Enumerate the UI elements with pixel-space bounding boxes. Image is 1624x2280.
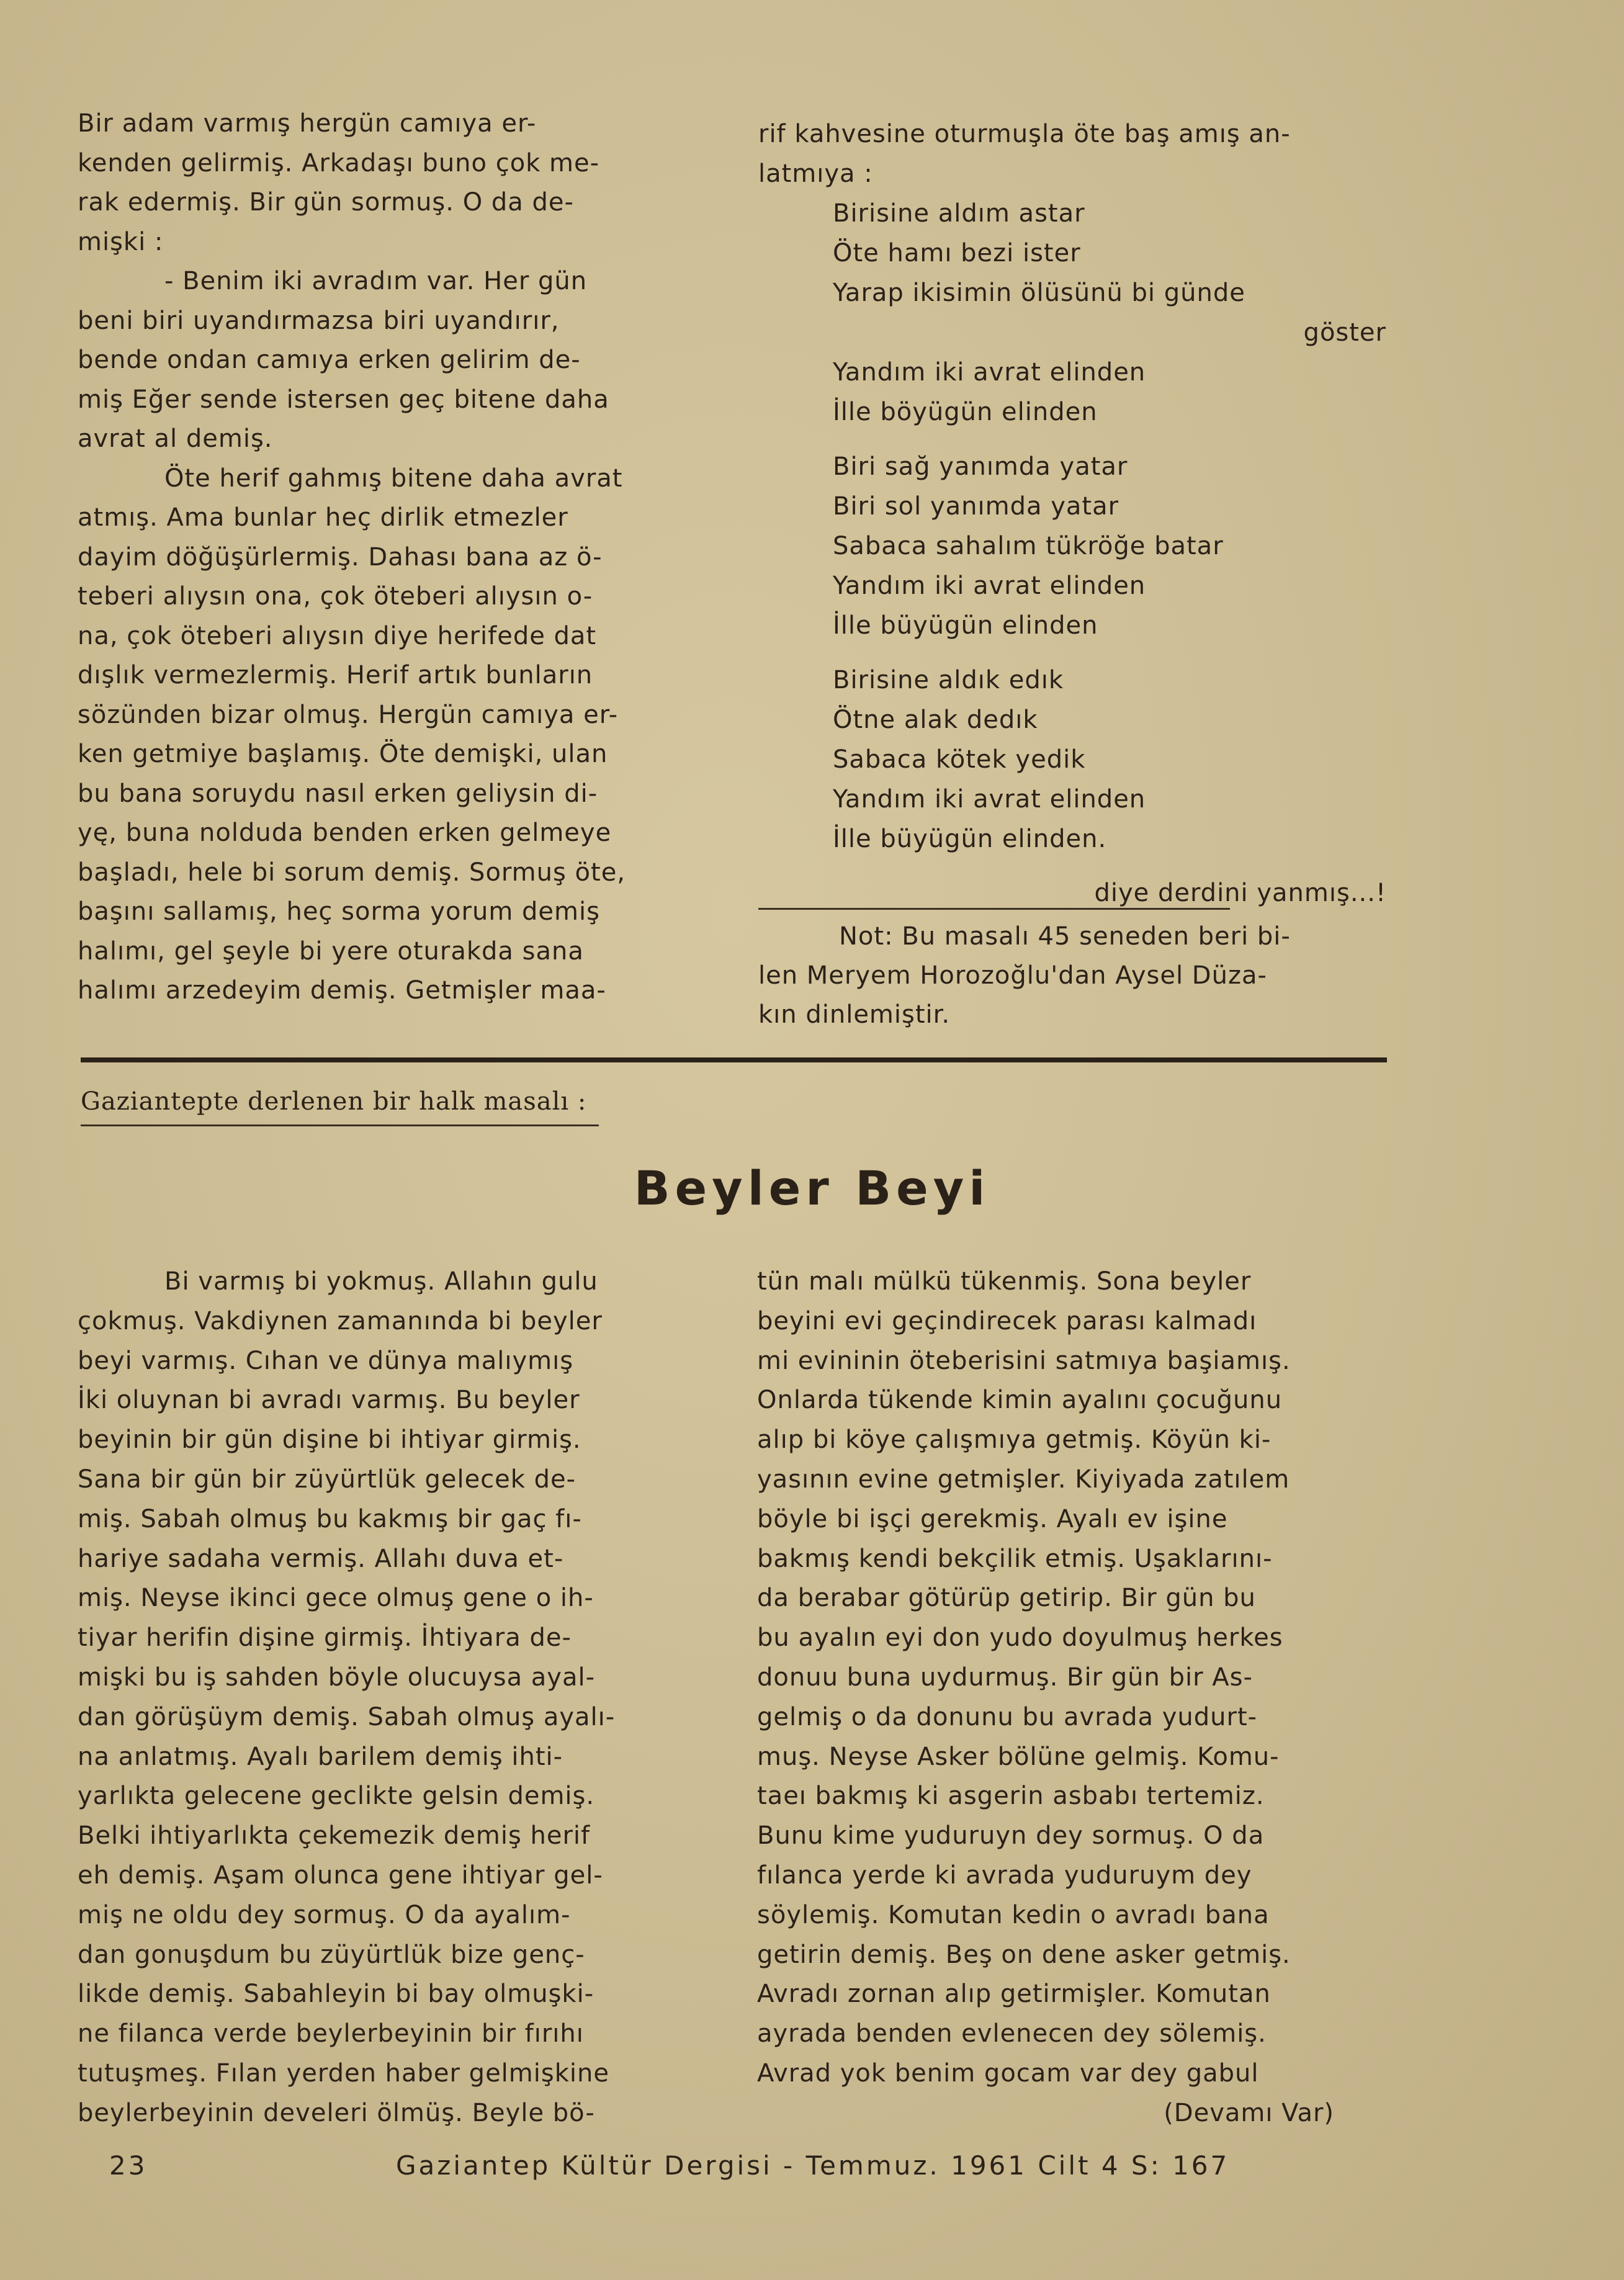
poem-line: Öte hamı bezi ister bbox=[833, 239, 1081, 267]
poem-line: Birisine aldık edık bbox=[833, 666, 1064, 694]
text-line: bu bana soruydu nasıl erken geliysin di- bbox=[78, 779, 598, 808]
text-line: beylerbeyinin develeri ölmüş. Beyle bö- bbox=[78, 2098, 595, 2127]
text-line: dayim döğüşürlermiş. Dahası bana az ö- bbox=[78, 542, 603, 572]
text-line: başını sallamış, heç sorma yorum demiş bbox=[78, 897, 600, 926]
page-number: 23 bbox=[109, 2150, 148, 2181]
note-line: Not: Bu masalı 45 seneden beri bi- bbox=[839, 922, 1291, 951]
text-line: miş. Neyse ikinci gece olmuş gene o ih- bbox=[78, 1584, 594, 1613]
story-title: Beyler Beyi bbox=[634, 1160, 990, 1216]
text-line: Belki ihtiyarlıkta çekemezik demiş herif bbox=[78, 1821, 591, 1851]
poem-line: Yandım iki avrat elinden bbox=[833, 572, 1146, 600]
text-line: Bunu kime yuduruyn dey sormuş. O da bbox=[757, 1821, 1265, 1851]
text-line: Avradı zornan alıp getirmişler. Komutan bbox=[757, 1980, 1271, 2009]
text-line: Sana bir gün bir züyürtlük gelecek de- bbox=[78, 1465, 576, 1494]
poem-closing: diye derdini yanmış...! bbox=[1094, 879, 1386, 907]
text-line: ken getmiye başlamış. Öte demişki, ulan bbox=[78, 740, 608, 768]
top-left-column bbox=[78, 104, 711, 1011]
text-line: avrat al demiş. bbox=[78, 424, 273, 453]
publication-info: Gaziantep Kültür Dergisi - Temmuz. 1961 Cilt 4 S: 167 bbox=[396, 2150, 1230, 2181]
poem-line: İlle büyügün elinden. bbox=[833, 825, 1107, 853]
top-right-column bbox=[758, 115, 1391, 913]
text-line: mişki : bbox=[78, 227, 164, 256]
text-line: bu ayalın eyi don yudo doyulmuş herkes bbox=[757, 1623, 1283, 1653]
text-line: atmış. Ama bunlar heç dirlik etmezler bbox=[78, 503, 568, 532]
poem-line: göster bbox=[1303, 318, 1386, 347]
poem-line: Yandım iki avrat elinden bbox=[833, 358, 1146, 387]
text-line: yasının evine getmişler. Kiyiyada zatılem bbox=[757, 1465, 1290, 1494]
poem-line: Sabaca sahalım tükröğe batar bbox=[833, 532, 1224, 560]
text-line: yarlıkta gelecene geclikte gelsin demiş. bbox=[78, 1782, 595, 1811]
text-line: başladı, hele bi sorum demiş. Sormuş öte, bbox=[78, 858, 626, 887]
text-line: na anlatmış. Ayalı barilem demiş ihti- bbox=[78, 1742, 563, 1771]
text-line: taeı bakmış ki asgerin asbabı tertemiz. bbox=[757, 1782, 1265, 1811]
poem-line: Sabaca kötek yedik bbox=[833, 745, 1086, 774]
text-line: rif kahvesine oturmuşla öte baş amış an- bbox=[758, 120, 1291, 148]
section-intro-underline bbox=[81, 1124, 599, 1126]
poem-line: Biri sol yanımda yatar bbox=[833, 492, 1119, 521]
text-line: miş Eğer sende istersen geç bitene daha bbox=[78, 385, 609, 414]
text-line: getirin demiş. Beş on dene asker getmiş. bbox=[757, 1940, 1291, 1969]
note bbox=[758, 917, 1391, 1035]
text-line: rak edermiş. Bir gün sormuş. O da de- bbox=[78, 188, 574, 217]
poem-line: İlle böyügün elinden bbox=[833, 398, 1098, 426]
text-line: halımı, gel şeyle bi yere oturakda sana bbox=[78, 936, 584, 966]
bottom-right-column bbox=[757, 1262, 1396, 2134]
text-line: hariye sadaha vermiş. Allahı duva et- bbox=[78, 1544, 564, 1573]
text-line: Öte herif gahmış bitene daha avrat bbox=[164, 464, 623, 493]
bottom-left-column bbox=[78, 1262, 717, 2134]
text-line: teberi alıysın ona, çok öteberi alıysın o- bbox=[78, 582, 593, 611]
text-line: latmıya : bbox=[758, 159, 873, 188]
text-line: Bi varmış bi yokmuş. Allahın gulu bbox=[164, 1267, 598, 1296]
text-line: - Benim iki avradım var. Her gün bbox=[164, 267, 588, 295]
text-line: İki oluynan bi avradı varmış. Bu beyler bbox=[78, 1386, 580, 1415]
text-line: beyinin bir gün dişine bi ihtiyar girmiş. bbox=[78, 1425, 581, 1455]
text-line: mi evininin öteberisini satmıya başiamış. bbox=[757, 1346, 1291, 1375]
text-line: alıp bi köye çalışmıya getmiş. Köyün ki- bbox=[757, 1425, 1272, 1455]
text-line: dışlık vermezlermiş. Herif artık bunların bbox=[78, 661, 593, 689]
text-line: tutuşmeş. Fılan yerden haber gelmişkine bbox=[78, 2058, 609, 2088]
poem bbox=[758, 194, 1391, 859]
text-line: miş ne oldu dey sormuş. O da ayalım- bbox=[78, 1900, 571, 1929]
text-line: muş. Neyse Asker bölüne gelmiş. Komu- bbox=[757, 1742, 1280, 1771]
section-intro: Gaziantepte derlenen bir halk masalı : bbox=[81, 1087, 587, 1116]
text-line: Onlarda tükende kimin ayalını çocuğunu bbox=[757, 1386, 1283, 1415]
poem-line: Yandım iki avrat elinden bbox=[833, 785, 1146, 814]
bottom-right-lines bbox=[757, 1262, 1396, 2094]
text-line: Bir adam varmış hergün camıya er- bbox=[78, 109, 537, 138]
text-line: dan gonuşdum bu züyürtlük bize genç- bbox=[78, 1940, 585, 1969]
poem-line: Ötne alak dedık bbox=[833, 706, 1038, 734]
text-line: bakmış kendi bekçilik etmiş. Uşaklarını- bbox=[757, 1544, 1273, 1573]
text-line: gelmiş o da donunu bu avrada yudurt- bbox=[757, 1702, 1258, 1731]
text-line: eh demiş. Aşam olunca gene ihtiyar gel- bbox=[78, 1860, 603, 1890]
text-line: dan görüşüym demiş. Sabah olmuş ayalı- bbox=[78, 1702, 616, 1731]
text-line: ne filanca verde beylerbeyinin bir fırıhı bbox=[78, 2019, 584, 2049]
text-line: beyini evi geçindirecek parası kalmadı bbox=[757, 1306, 1257, 1335]
text-line: yę, buna nolduda benden erken gelmeye bbox=[78, 819, 612, 847]
note-line: kın dinlemiştir. bbox=[758, 1000, 951, 1029]
text-line: beni biri uyandırmazsa biri uyandırır, bbox=[78, 306, 560, 335]
note-divider bbox=[758, 908, 1230, 910]
poem-line: Birisine aldım astar bbox=[833, 199, 1085, 228]
text-line: bende ondan camıya erken gelirim de- bbox=[78, 346, 581, 374]
text-line: fılanca yerde ki avrada yuduruym dey bbox=[757, 1860, 1252, 1890]
poem-stanza bbox=[833, 660, 1391, 859]
top-right-intro bbox=[758, 115, 1391, 194]
poem-stanza bbox=[833, 194, 1391, 432]
text-line: çokmuş. Vakdiynen zamanında bi beyler bbox=[78, 1306, 603, 1335]
text-line: kenden gelirmiş. Arkadaşı buno çok me- bbox=[78, 148, 600, 177]
text-line: söylemiş. Komutan kedin o avradı bana bbox=[757, 1900, 1270, 1929]
text-line: donuu buna uydurmuş. Bir gün bir As- bbox=[757, 1663, 1253, 1692]
text-line: na, çok öteberi alıysın diye herifede dat bbox=[78, 621, 597, 650]
text-line: likde demiş. Sabahleyin bi bay olmuşki- bbox=[78, 1980, 594, 2009]
poem-stanza bbox=[833, 447, 1391, 645]
text-line: sözünden bizar olmuş. Hergün camıya er- bbox=[78, 700, 619, 729]
text-line: mişki bu iş sahden böyle olucuysa ayal- bbox=[78, 1663, 596, 1692]
poem-line: Biri sağ yanımda yatar bbox=[833, 452, 1128, 481]
continued-label: (Devamı Var) bbox=[1164, 2098, 1334, 2127]
text-line: ayrada benden evlenecen dey sölemiş. bbox=[757, 2019, 1267, 2049]
note-line: len Meryem Horozoğlu'dan Aysel Düza- bbox=[758, 961, 1267, 990]
text-line: böyle bi işçi gerekmiş. Ayalı ev işine bbox=[757, 1504, 1228, 1533]
text-line: halımı arzedeyim demiş. Getmişler maa- bbox=[78, 976, 606, 1005]
text-line: tiyar herifin dişine girmiş. İhtiyara de- bbox=[78, 1623, 572, 1653]
section-divider bbox=[81, 1057, 1387, 1062]
text-line: beyi varmış. Cıhan ve dünya malıymış bbox=[78, 1346, 574, 1375]
text-line: tün malı mülkü tükenmiş. Sona beyler bbox=[757, 1267, 1252, 1296]
poem-line: Yarap ikisimin ölüsünü bi günde bbox=[833, 279, 1245, 307]
poem-line: İlle büyügün elinden bbox=[833, 611, 1098, 640]
text-line: Avrad yok benim gocam var dey gabul bbox=[757, 2058, 1259, 2088]
text-line: da berabar götürüp getirip. Bir gün bu bbox=[757, 1584, 1256, 1613]
text-line: miş. Sabah olmuş bu kakmış bir gaç fı- bbox=[78, 1504, 582, 1533]
